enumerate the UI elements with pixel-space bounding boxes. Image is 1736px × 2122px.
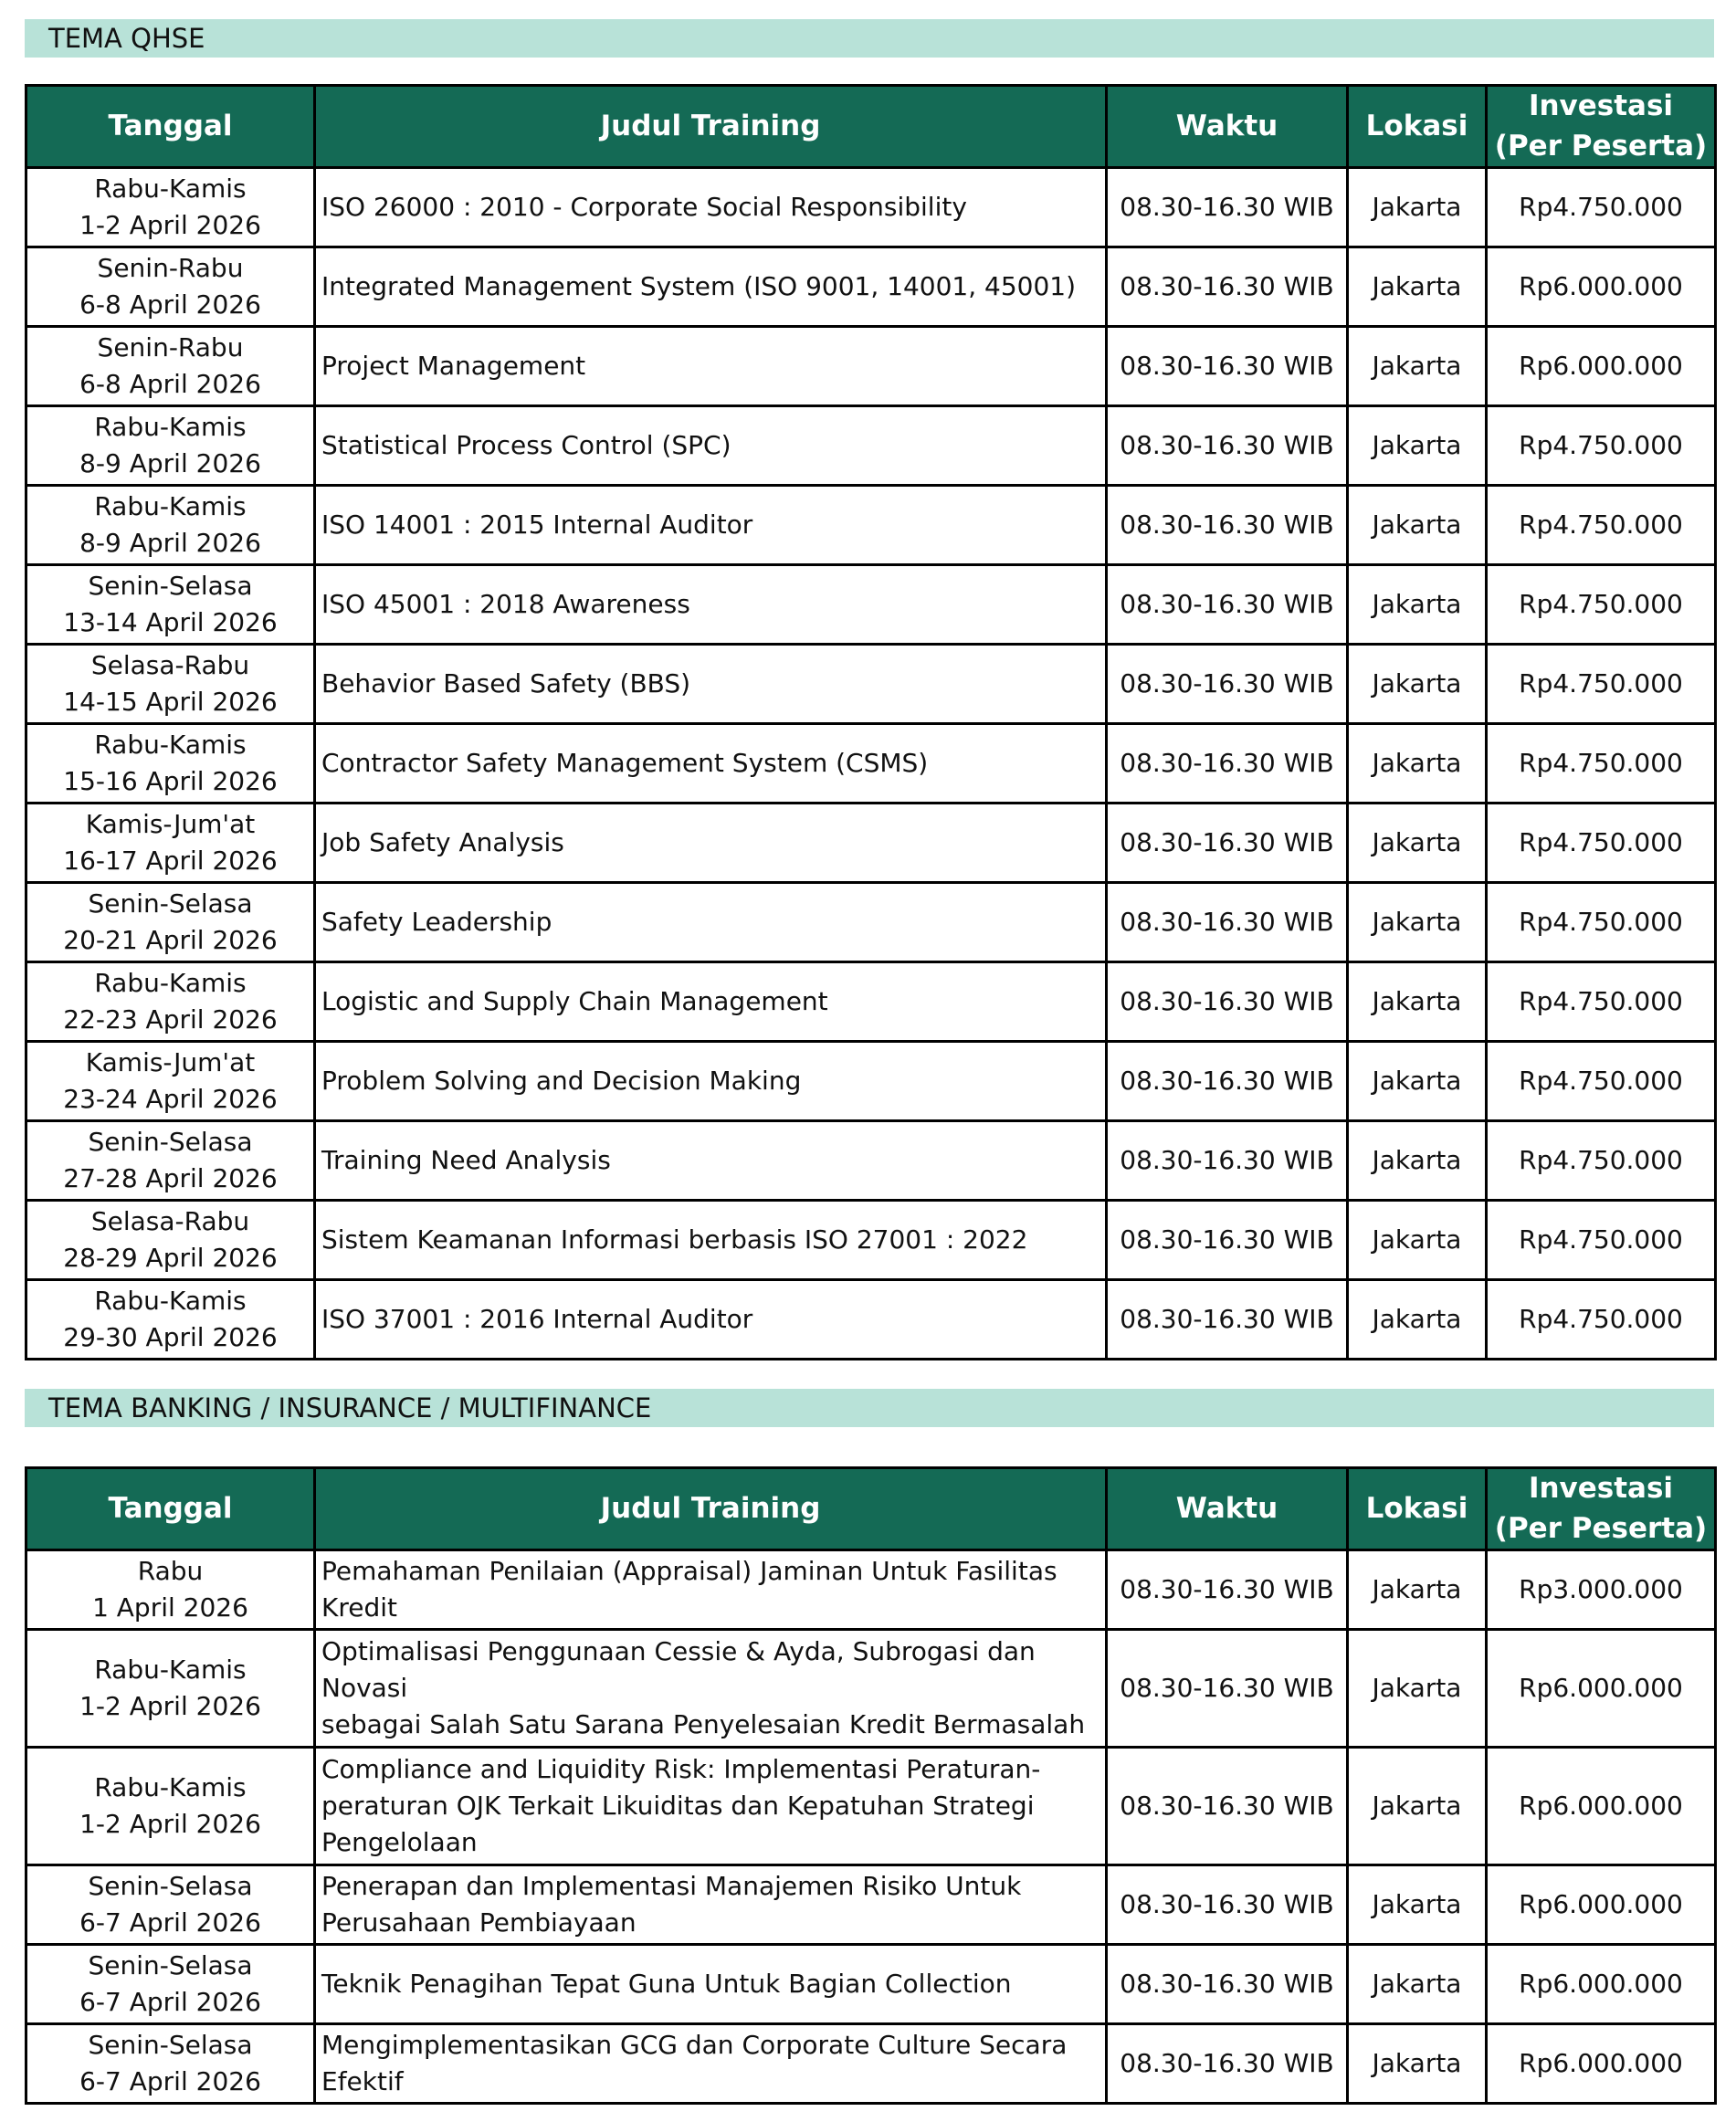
time-cell: 08.30-16.30 WIB [1107,1550,1348,1630]
training-title: Logistic and Supply Chain Management [321,986,828,1016]
table-row [26,486,1716,565]
date-range: 20-21 April 2026 [63,925,278,955]
header-title: Judul Training [315,86,1107,168]
date-range: 6-7 April 2026 [79,1987,261,2017]
training-title-cell [315,406,1107,486]
date-cell [26,486,315,565]
date-cell [26,1865,315,1945]
date-range: 16-17 April 2026 [63,846,278,876]
day-range: Rabu-Kamis [94,491,247,521]
date-range: 8-9 April 2026 [79,448,261,478]
training-title-line: Compliance and Liquidity Risk: Implementasi Peraturan- [321,1754,1041,1784]
day-range: Senin-Selasa [88,1127,253,1157]
day-range: Rabu-Kamis [94,730,247,760]
training-title: ISO 26000 : 2010 - Corporate Social Responsibility [321,192,967,222]
section-title-qhse: TEMA QHSE [25,19,1714,58]
date-cell [26,1945,315,2024]
table-row [26,406,1716,486]
location-cell: Jakarta [1348,1748,1487,1865]
date-range: 15-16 April 2026 [63,766,278,796]
date-range: 6-7 April 2026 [79,1907,261,1938]
table-row [26,883,1716,962]
header-location: Lokasi [1348,1468,1487,1550]
training-title: Problem Solving and Decision Making [321,1066,802,1096]
price-cell: Rp4.750.000 [1487,565,1716,645]
location-cell: Jakarta [1348,247,1487,327]
table-row [26,645,1716,724]
price-cell: Rp4.750.000 [1487,486,1716,565]
date-cell [26,168,315,247]
time-cell: 08.30-16.30 WIB [1107,1280,1348,1360]
day-range: Rabu-Kamis [94,1286,247,1316]
location-cell: Jakarta [1348,486,1487,565]
location-cell: Jakarta [1348,883,1487,962]
date-cell [26,247,315,327]
time-cell: 08.30-16.30 WIB [1107,247,1348,327]
training-title-cell [315,1945,1107,2024]
training-title-cell [315,1042,1107,1121]
time-cell: 08.30-16.30 WIB [1107,645,1348,724]
location-cell: Jakarta [1348,1201,1487,1280]
training-title-cell [315,247,1107,327]
date-range: 6-8 April 2026 [79,289,261,320]
header-time: Waktu [1107,86,1348,168]
location-cell: Jakarta [1348,1945,1487,2024]
date-cell [26,1280,315,1360]
training-title-cell [315,883,1107,962]
training-title: Integrated Management System (ISO 9001, 14001, 45001) [321,271,1077,301]
time-cell: 08.30-16.30 WIB [1107,1201,1348,1280]
table-row [26,1945,1716,2024]
training-title-line: Efektif [321,2066,404,2096]
header-location: Lokasi [1348,86,1487,168]
training-title-cell [315,1748,1107,1865]
table-row [26,327,1716,406]
date-range: 1 April 2026 [92,1592,248,1623]
date-cell [26,804,315,883]
table-row [26,565,1716,645]
training-title-line: Pengelolaan [321,1827,478,1857]
table-row [26,247,1716,327]
day-range: Senin-Selasa [88,1871,253,1901]
training-title-line: Teknik Penagihan Tepat Guna Untuk Bagian Collection [321,1969,1012,1999]
price-cell: Rp4.750.000 [1487,1201,1716,1280]
training-title-cell [315,724,1107,804]
price-cell: Rp4.750.000 [1487,645,1716,724]
price-cell: Rp6.000.000 [1487,1748,1716,1865]
location-cell: Jakarta [1348,804,1487,883]
training-title-line: peraturan OJK Terkait Likuiditas dan Kepatuhan Strategi [321,1791,1035,1821]
time-cell: 08.30-16.30 WIB [1107,327,1348,406]
day-range: Rabu-Kamis [94,412,247,442]
day-range: Kamis-Jum'at [85,809,256,839]
price-cell: Rp4.750.000 [1487,962,1716,1042]
price-cell: Rp3.000.000 [1487,1550,1716,1630]
time-cell: 08.30-16.30 WIB [1107,1748,1348,1865]
date-range: 13-14 April 2026 [63,607,278,637]
day-range: Senin-Selasa [88,888,253,919]
training-title-line: Perusahaan Pembiayaan [321,1907,637,1938]
time-cell: 08.30-16.30 WIB [1107,1042,1348,1121]
training-title-cell [315,1630,1107,1748]
date-cell [26,1748,315,1865]
location-cell: Jakarta [1348,1280,1487,1360]
price-cell: Rp4.750.000 [1487,883,1716,962]
training-title-cell [315,486,1107,565]
location-cell: Jakarta [1348,1550,1487,1630]
table-row [26,1748,1716,1865]
location-cell: Jakarta [1348,1042,1487,1121]
training-title-cell [315,1280,1107,1360]
day-range: Kamis-Jum'at [85,1047,256,1077]
date-cell [26,1630,315,1748]
time-cell: 08.30-16.30 WIB [1107,1945,1348,2024]
day-range: Rabu-Kamis [94,173,247,204]
header-date: Tanggal [26,1468,315,1550]
training-title-cell [315,804,1107,883]
date-cell [26,327,315,406]
day-range: Rabu [137,1556,204,1586]
date-cell [26,1121,315,1201]
section-title-banking: TEMA BANKING / INSURANCE / MULTIFINANCE [25,1389,1714,1427]
price-cell: Rp4.750.000 [1487,406,1716,486]
date-cell [26,724,315,804]
date-cell [26,962,315,1042]
day-range: Rabu-Kamis [94,1655,247,1685]
day-range: Senin-Selasa [88,1950,253,1980]
training-title: ISO 14001 : 2015 Internal Auditor [321,509,753,540]
date-range: 14-15 April 2026 [63,687,278,717]
date-range: 22-23 April 2026 [63,1004,278,1035]
training-title-line: Optimalisasi Penggunaan Cessie & Ayda, Subrogasi dan Novasi [321,1636,1036,1703]
training-title: Sistem Keamanan Informasi berbasis ISO 27001 : 2022 [321,1224,1028,1255]
location-cell: Jakarta [1348,1865,1487,1945]
date-range: 1-2 April 2026 [79,1691,261,1721]
date-range: 6-8 April 2026 [79,369,261,399]
training-title: Training Need Analysis [321,1145,611,1175]
header-title: Judul Training [315,1468,1107,1550]
table-row [26,1550,1716,1630]
time-cell: 08.30-16.30 WIB [1107,168,1348,247]
training-title-line: Penerapan dan Implementasi Manajemen Risiko Untuk [321,1871,1022,1901]
price-cell: Rp6.000.000 [1487,327,1716,406]
training-title-line: Kredit [321,1592,398,1623]
time-cell: 08.30-16.30 WIB [1107,486,1348,565]
table-row [26,724,1716,804]
training-title: Job Safety Analysis [321,827,564,857]
date-range: 29-30 April 2026 [63,1322,278,1352]
date-range: 23-24 April 2026 [63,1084,278,1114]
training-title-cell [315,1201,1107,1280]
time-cell: 08.30-16.30 WIB [1107,962,1348,1042]
date-range: 27-28 April 2026 [63,1163,278,1193]
date-range: 1-2 April 2026 [79,210,261,240]
date-range: 28-29 April 2026 [63,1243,278,1273]
price-cell: Rp4.750.000 [1487,168,1716,247]
training-title: Safety Leadership [321,907,552,937]
training-title-cell [315,962,1107,1042]
table-row [26,962,1716,1042]
header-price: Investasi (Per Peserta) [1487,1468,1716,1550]
day-range: Senin-Selasa [88,2030,253,2060]
table-row [26,168,1716,247]
header-time: Waktu [1107,1468,1348,1550]
date-range: 6-7 April 2026 [79,2066,261,2096]
training-title-cell [315,1550,1107,1630]
date-cell [26,565,315,645]
time-cell: 08.30-16.30 WIB [1107,883,1348,962]
price-cell: Rp6.000.000 [1487,2024,1716,2104]
training-title: ISO 45001 : 2018 Awareness [321,589,690,619]
price-cell: Rp4.750.000 [1487,1280,1716,1360]
location-cell: Jakarta [1348,645,1487,724]
date-cell [26,406,315,486]
price-cell: Rp6.000.000 [1487,1865,1716,1945]
price-cell: Rp6.000.000 [1487,247,1716,327]
price-cell: Rp4.750.000 [1487,724,1716,804]
table-header-row [26,1468,1716,1550]
date-cell [26,1550,315,1630]
header-date: Tanggal [26,86,315,168]
time-cell: 08.30-16.30 WIB [1107,1865,1348,1945]
day-range: Rabu-Kamis [94,968,247,998]
date-cell [26,645,315,724]
table-row [26,1630,1716,1748]
table-row [26,1865,1716,1945]
table-header-row [26,86,1716,168]
time-cell: 08.30-16.30 WIB [1107,1630,1348,1748]
training-title-cell [315,2024,1107,2104]
training-title: Project Management [321,351,586,381]
day-range: Senin-Rabu [97,332,244,362]
date-range: 8-9 April 2026 [79,528,261,558]
price-cell: Rp4.750.000 [1487,1121,1716,1201]
table-row [26,804,1716,883]
price-cell: Rp6.000.000 [1487,1630,1716,1748]
training-title-cell [315,1865,1107,1945]
date-cell [26,883,315,962]
time-cell: 08.30-16.30 WIB [1107,1121,1348,1201]
location-cell: Jakarta [1348,565,1487,645]
time-cell: 08.30-16.30 WIB [1107,804,1348,883]
day-range: Senin-Rabu [97,253,244,283]
location-cell: Jakarta [1348,962,1487,1042]
training-title-line: Mengimplementasikan GCG dan Corporate Culture Secara [321,2030,1068,2060]
training-title-cell [315,565,1107,645]
location-cell: Jakarta [1348,1630,1487,1748]
table-row [26,2024,1716,2104]
date-cell [26,2024,315,2104]
date-range: 1-2 April 2026 [79,1809,261,1839]
location-cell: Jakarta [1348,724,1487,804]
training-title-cell [315,168,1107,247]
table-row [26,1201,1716,1280]
time-cell: 08.30-16.30 WIB [1107,724,1348,804]
day-range: Rabu-Kamis [94,1772,247,1802]
training-title: Contractor Safety Management System (CSMS) [321,748,929,778]
training-title-cell [315,327,1107,406]
training-title-cell [315,645,1107,724]
price-cell: Rp4.750.000 [1487,1042,1716,1121]
table-row [26,1042,1716,1121]
time-cell: 08.30-16.30 WIB [1107,2024,1348,2104]
time-cell: 08.30-16.30 WIB [1107,565,1348,645]
schedule-table-qhse [25,84,1717,1360]
training-title-cell [315,1121,1107,1201]
day-range: Selasa-Rabu [90,1206,250,1236]
training-title-line: Pemahaman Penilaian (Appraisal) Jaminan Untuk Fasilitas [321,1556,1057,1586]
date-cell [26,1042,315,1121]
training-title-line: sebagai Salah Satu Sarana Penyelesaian Kredit Bermasalah [321,1709,1086,1739]
day-range: Selasa-Rabu [90,650,250,680]
training-title: ISO 37001 : 2016 Internal Auditor [321,1304,753,1334]
location-cell: Jakarta [1348,168,1487,247]
header-price: Investasi (Per Peserta) [1487,86,1716,168]
schedule-table-banking [25,1466,1717,2105]
training-title: Behavior Based Safety (BBS) [321,668,691,699]
time-cell: 08.30-16.30 WIB [1107,406,1348,486]
training-title: Statistical Process Control (SPC) [321,430,731,460]
table-row [26,1280,1716,1360]
day-range: Senin-Selasa [88,571,253,601]
location-cell: Jakarta [1348,2024,1487,2104]
price-cell: Rp6.000.000 [1487,1945,1716,2024]
location-cell: Jakarta [1348,406,1487,486]
location-cell: Jakarta [1348,1121,1487,1201]
price-cell: Rp4.750.000 [1487,804,1716,883]
table-row [26,1121,1716,1201]
date-cell [26,1201,315,1280]
location-cell: Jakarta [1348,327,1487,406]
